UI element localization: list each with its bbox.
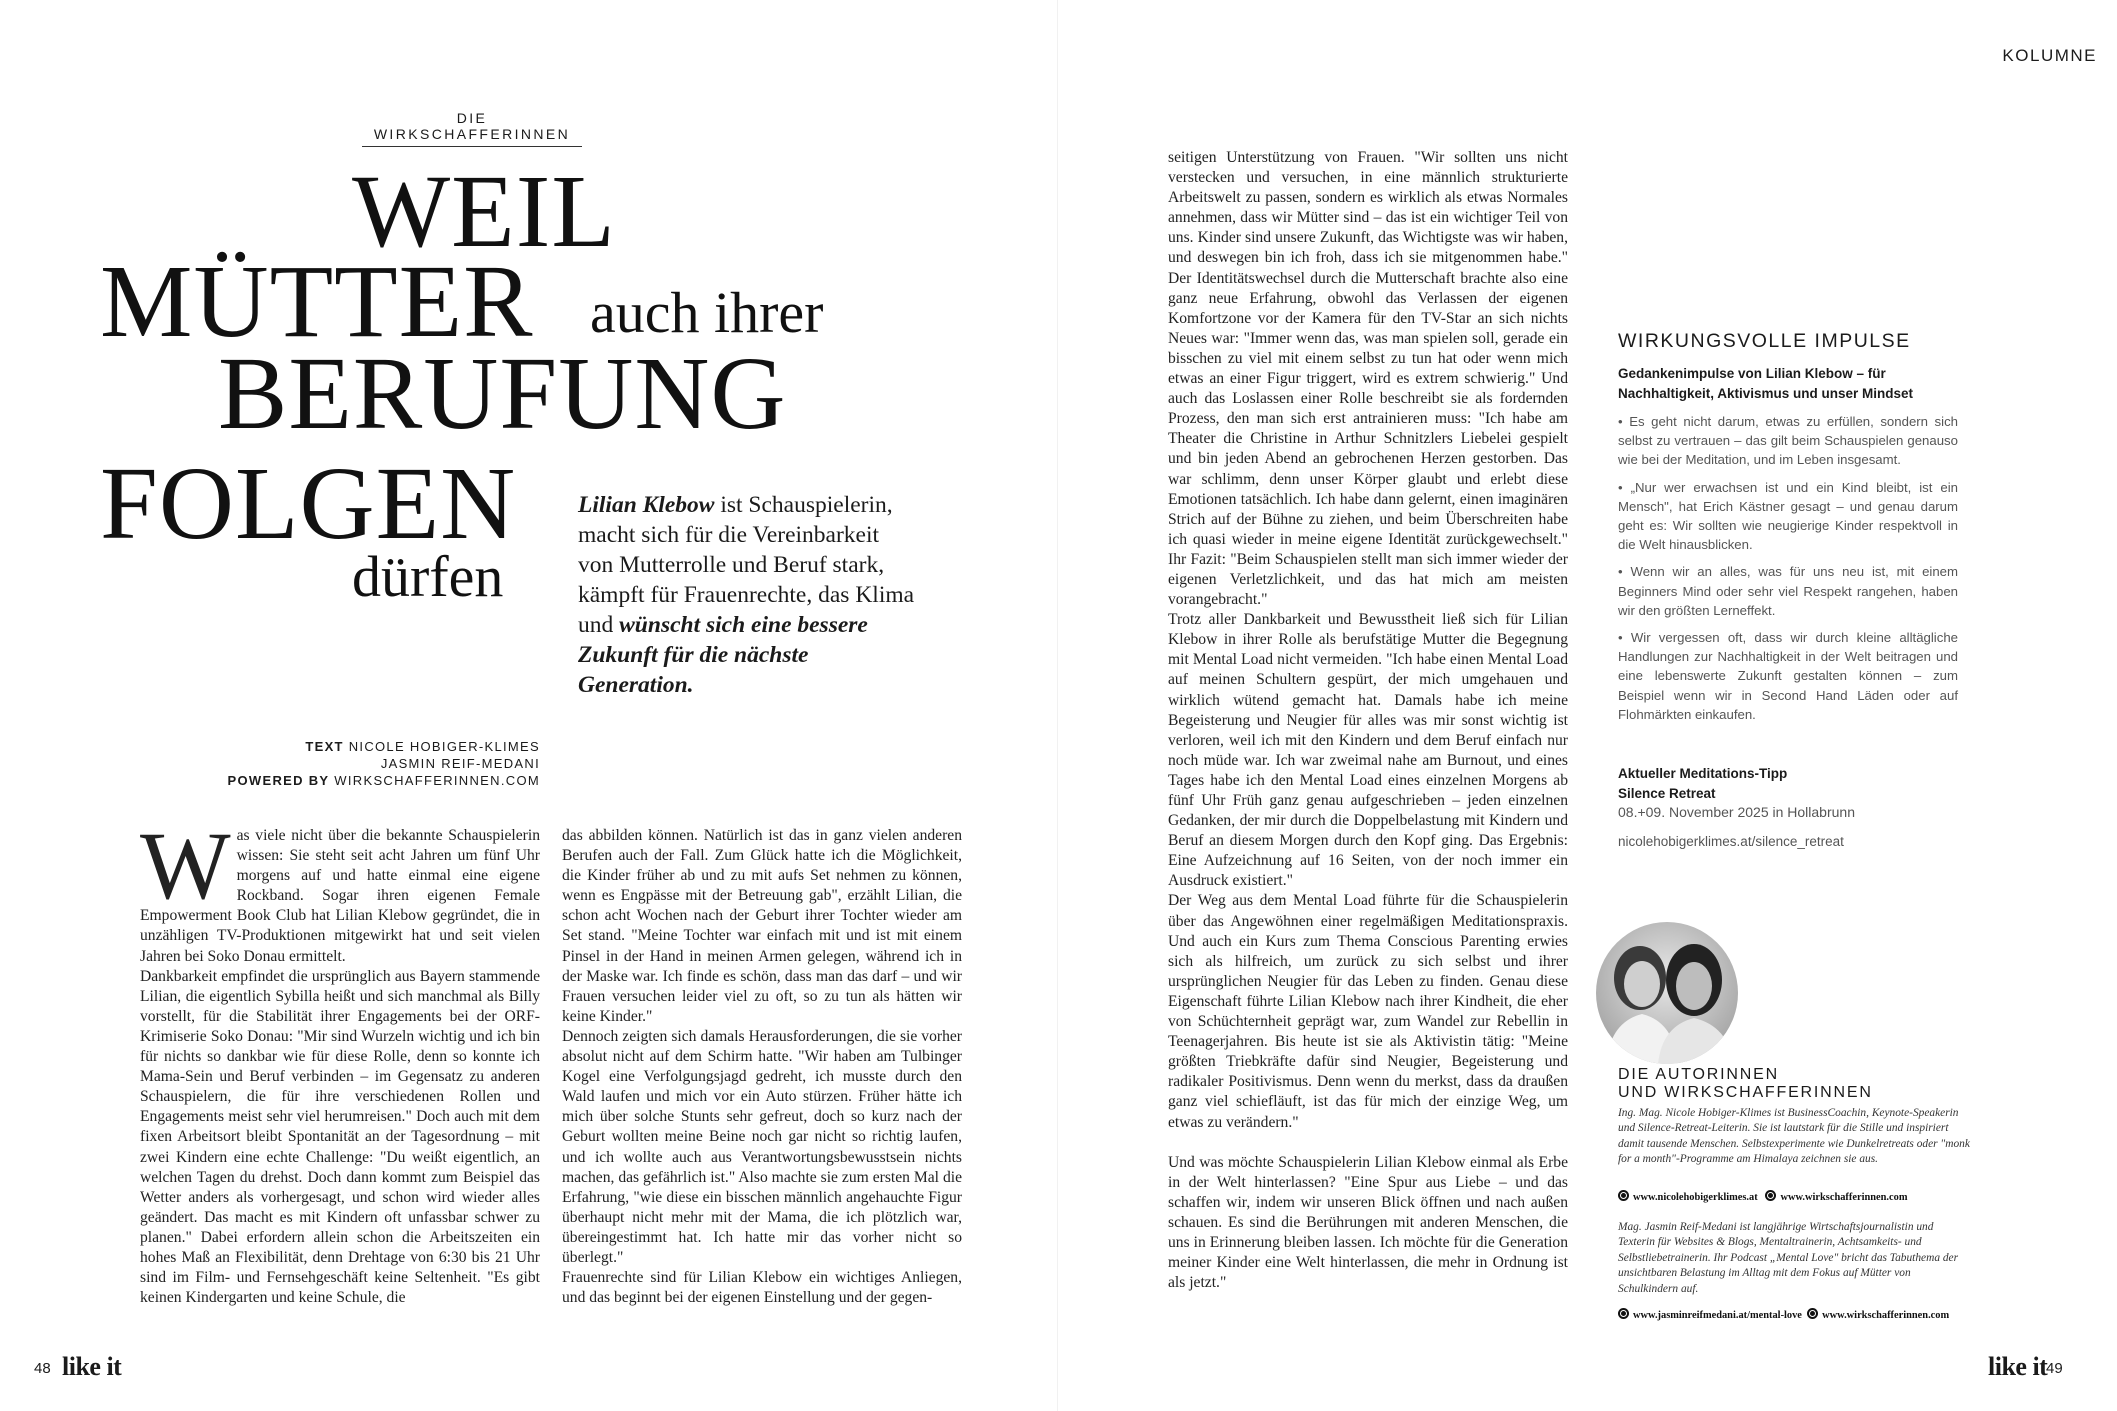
link-wirkschafferinnen[interactable]: www.wirkschafferinnen.com: [1780, 1192, 1908, 1203]
title-line-5: dürfen: [352, 544, 504, 609]
authors-title: [1618, 1066, 1878, 1102]
paragraph: Der Weg aus dem Mental Load führte für die Schauspielerin über das Angewöhnen einer regelmäßigen Meditationspraxis. Und auch ein Kurs zum Thema Conscious Parenting erwies sich als hilfreich, um zurück zu sich selbst und ihrer ursprünglichen Neugier für das Leben zu finden. Genau diese Eigenschaft führte Lilian Klebow nach ihrer Kindheit, die eher von Schüchternheit geprägt war, zum Wandel zur Rebellin in Teenagerjahren. Bis heute ist sie als Aktivistin tätig: "Meine größten Triebkräfte dafür sind Neugier, Begeisterung und radikaler Positivismus. Denn wenn du merkst, dass da draußen ganz viel schiefläuft, ist das für mich der einzige Weg, um etwas zu verändern.": [1168, 892, 1568, 1131]
meditation-name: Silence Retreat: [1618, 786, 1716, 801]
intro-text: [578, 490, 918, 700]
authors-title-line-2: UND WIRKSCHAFFERINNEN: [1618, 1084, 1873, 1101]
paragraph: das abbilden können. Natürlich ist das in ganz vielen anderen Berufen auch der Fall. Zum Glück hatte ich die Möglichkeit, die Kinder früher ab und zu mit aufs Set nehmen zu können, wenn es Engpässe mit der Betreuung gab", erzählt Lilian, die schon acht Wochen nach der Geburt ihrer Tochter wieder am Set stand. "Meine Tochter war einfach mit und ist mit einem Pinsel in der Hand in meinen Armen gelegen, während ich in der Maske war. Ich finde es schön, dass man das darf – und wir Frauen versuchen leider viel zu oft, so zu tun als hätten wir keine Kinder.": [562, 827, 962, 1025]
intro-emphasis: wünscht sich eine bessere Zukunft für die nächste Generation.: [578, 612, 868, 698]
link-wirkschafferinnen-2[interactable]: www.wirkschafferinnen.com: [1822, 1310, 1950, 1321]
author-links-2: [1618, 1308, 1949, 1321]
right-page: [1058, 0, 2117, 1411]
body-column-3: [1168, 148, 1568, 1293]
credits-author-1: NICOLE HOBIGER-KLIMES: [348, 739, 540, 754]
authors-title-line-1: DIE AUTORINNEN: [1618, 1066, 1779, 1083]
body-column-1: [140, 812, 540, 1308]
paragraph: Und was möchte Schauspielerin Lilian Klebow einmal als Erbe in der Welt hinterlassen? "Eine Spur aus Liebe – und das schaffen wir, indem wir unseren Blick öffnen und nach außen schauen. Es sind die Berührungen mit anderen Menschen, die uns in Erinnerung bleiben lassen. Ich möchte für die Generation meiner Kinder eine Welt hinterlassen, die mehr in Ordnung ist als jetzt.": [1168, 1153, 1568, 1292]
paragraph: seitigen Unterstützung von Frauen. "Wir sollten uns nicht verstecken und versuchen, in eine männlich strukturierte Arbeitswelt zu passen, sondern es wirklich als etwas Normales annehmen, dass wir Mütter sind – das ist ein wichtiger Teil von uns. Kinder sind unsere Zukunft, das Wichtigste was wir haben, und deswegen bin ich froh, dass ich sie mitgenommen habe." Der Identitätswechsel durch die Mutterschaft brachte also eine ganz neue Erfahrung, obwohl das Verlassen der eigenen Komfortzone vor der Kamera für den TV-Star an sich nichts Neues war: "Immer wenn das, was man spielen soll, gerade ein bisschen zu viel mit einem selbst zu tun hat oder wenn mich etwas an einer Figur triggert, wird es extrem schwierig." Und auch das Loslassen einer Rolle beschreibt sie als fordernden Prozess, den man sich erst antrainieren muss: "Ich habe am Theater die Christine in Arthur Schnitzlers Liebelei gespielt und bin jeden Abend an gebrochenen Herzen gestorben. Das war schlimm, denn unser Körper glaubt und erlebt diese Emotionen tatsächlich. Ich habe dann gelernt, einen imaginären Strich auf der Bühne zu ziehen, und beim Überschreiten habe ich quasi wieder in meine eigene Identität zurückgewechselt." Ihr Fazit: "Beim Schauspielen stellt man sich immer wieder der eigenen Verletzlichkeit, und das hat mich am meisten vorangebracht.": [1168, 149, 1568, 609]
credits-powered: WIRKSCHAFFERINNEN.COM: [334, 773, 540, 788]
title-line-3: BERUFUNG: [218, 336, 787, 451]
paragraph: Trotz aller Dankbarkeit und Bewusstheit ließ sich für Lilian Klebow in ihrer Rolle als berufstätige Mutter die Begegnung mit Mental Load nicht vermeiden. "Ich habe einen Mental Load auf meinen Schultern gespürt, der mich umgehauen und wirklich wütend gemacht hat. Damals habe ich meine Begeisterung und Neugier für alles was mir sonst wichtig ist verloren, weil ich mit den Kindern und dem Beruf einfach nur noch müde war. Ich war zweimal nahe am Burnout, und eines Tages habe ich den Mental Load eines einzelnen Morgens ab fünf Uhr Früh ganz genau aufgeschrieben – jeden einzelnen Gedanken, der mir durch die Doppelbelastung mit Kindern und Beruf an diesem Morgen durch den Kopf ging. Das Ergebnis: Eine Aufzeichnung auf 16 Seiten, von der noch immer ein Ausdruck existiert.": [1168, 611, 1568, 890]
paragraph: Dankbarkeit empfindet die ursprünglich aus Bayern stammende Lilian, die eigentlich Sybilla heißt und sich manchmal als Billy vorstellt, für die Stabilität ihrer Engagements bei der ORF-Krimiserie Soko Donau: "Mir sind Wurzeln wichtig und ich bin für nichts so dankbar wie für diese Rolle, denn so konnte ich Mama-Sein und Beruf verbinden – im Gegensatz zu anderen Schauspielern, die für ihre verschiedenen Rollen und Engagements meist sehr viel herumreisen." Doch auch mit dem fixen Arbeitsort bleibt Spontanität an der Tagesordnung – mit zwei Kindern eine echte Challenge: "Du weißt eigentlich, an welchen Tagen du drehst. Doch dann kommt zum Beispiel das Wetter anders als vorhergesagt, und schon wird wieder alles geändert. Das macht es mit Kindern oft unfassbar schwer zu planen." Dabei erfordern allein schon die Arbeitszeiten ein hohes Maß an Flexibilität, denn Drehtage von 6:30 bis 21 Uhr sind im Film- und Fernsehgeschäft keine Seltenheit. "Es gibt keinen Kindergarten und keine Schule, die: [140, 967, 540, 1307]
globe-icon: [1618, 1308, 1629, 1319]
meditation-label: Aktueller Meditations-Tipp: [1618, 766, 1788, 781]
list-item: • „Nur wer erwachsen ist und ein Kind bleibt, ist ein Mensch", hat Erich Kästner gesagt – und genau darum geht es: Wir sollten wie neugierige Kinder respektvoll in die Welt hinausblicken.: [1618, 478, 1958, 555]
intro-name: Lilian Klebow: [578, 492, 715, 518]
author-bio-2: Mag. Jasmin Reif-Medani ist langjährige Wirtschaftsjournalistin und Texterin für Websites & Blogs, Mentaltrainerin, Achtsamkeits- und Selbstliebetrainerin. Ihr Podcast „Mental Love" bricht das Tabuthema der unsichtbaren Belastung im Alltag mit dem Fokus auf Mütter von Schulkindern auf.: [1618, 1221, 1959, 1295]
authors-photo-illustration: [1596, 922, 1738, 1064]
magazine-logo-left: like it: [62, 1352, 122, 1381]
globe-icon: [1765, 1190, 1776, 1201]
title-line-4: FOLGEN: [100, 446, 517, 561]
body-column-2: [562, 826, 962, 1308]
page-number-right: 49: [2046, 1360, 2063, 1377]
list-item: • Es geht nicht darum, etwas zu erfüllen, sondern sich selbst zu vertrauen – das gilt beim Schauspielen genauso wie bei der Meditation, und im Leben insgesamt.: [1618, 412, 1958, 470]
credits-author-2: JASMIN REIF-MEDANI: [380, 756, 540, 771]
authors-photo: [1596, 922, 1738, 1064]
list-item: • Wir vergessen oft, dass wir durch kleine alltägliche Handlungen zur Nachhaltigkeit in der Welt beitragen und eine lebenswerte Zukunft gestalten können – zum Beispiel wenn wir in Second Hand Läden oder auf Flohmärkten einkaufen.: [1618, 628, 1958, 724]
credits: [200, 738, 540, 789]
credits-powered-label: POWERED BY: [227, 773, 330, 788]
globe-icon: [1618, 1190, 1629, 1201]
globe-icon: [1807, 1308, 1818, 1319]
link-jasmin[interactable]: www.jasminreifmedani.at/mental-love: [1633, 1310, 1802, 1321]
author-bio-1: Ing. Mag. Nicole Hobiger-Klimes ist BusinessCoachin, Keynote-Speakerin und Silence-Retreat-Leiterin. Sie ist lautstark für die Stille und inspiriert damit tausende Menschen. Selbstexperimente wie Dunkelretreats oder "monk for a month"-Programme am Himalaya zeichnen sie aus.: [1618, 1107, 1970, 1166]
page-number-left: 48: [34, 1360, 51, 1377]
meditation-tip: [1618, 764, 1958, 804]
author-links-1: [1618, 1190, 1907, 1203]
paragraph: Frauenrechte sind für Lilian Klebow ein wichtiges Anliegen, und das beginnt bei der eigenen Einstellung und der gegen-: [562, 1269, 962, 1307]
dropcap: W: [140, 812, 231, 919]
title-line-2: MÜTTER: [100, 244, 534, 359]
paragraph: Dennoch zeigten sich damals Herausforderungen, die sie vorher absolut nicht auf dem Schirm hatte. "Wir haben am Tulbinger Kogel eine Verfolgungsjagd gedreht, ich musste durch den Wald laufen und mich vor ein Auto stürzen. Früher hätte ich mich über solche Stunts sehr gefreut, doch so kurz nach der Geburt wollten meine Beine noch gar nicht so richtig laufen, und ich wollte auch aus Verantwortungsbewusstsein nichts machen, das gefährlich ist." Also machte sie zum ersten Mal die Erfahrung, "wie diese ein bisschen männlich angehauchte Figur überhaupt nicht mehr mit der Mama, die ich plötzlich war, übereingestimmt hat. Ich hatte mir das vorher nicht so überlegt.": [562, 1027, 962, 1266]
intro-body: ist Schauspielerin, macht sich für die Vereinbarkeit von Mutterrolle und Beruf stark, kämpft für Frauenrechte, das Klima und: [578, 492, 915, 638]
sidebar-title: WIRKUNGSVOLLE IMPULSE: [1618, 330, 1911, 352]
meditation-link[interactable]: nicolehobigerklimes.at/silence_retreat: [1618, 834, 1844, 849]
magazine-logo-right: like it: [1988, 1352, 2048, 1381]
kicker: DIE WIRKSCHAFFERINNEN: [362, 110, 582, 147]
list-item: • Wenn wir an alles, was für uns neu ist, mit einem Beginners Mind oder sehr viel Respekt rangehen, haben wir den größten Lerneffekt.: [1618, 562, 1958, 620]
link-nicole[interactable]: www.nicolehobigerklimes.at: [1633, 1192, 1758, 1203]
section-label: KOLUMNE: [2002, 46, 2097, 65]
paragraph: as viele nicht über die bekannte Schauspielerin wissen: Sie steht seit acht Jahren um fünf Uhr morgens auf und hatte einmal eine eigene Rockband. Sogar ihren eigenen Female Empowerment Book Club hat Lilian Klebow gegründet, die in unzähligen TV-Produktionen mitgewirkt hat und seit vielen Jahren bei Soko Donau ermittelt.: [140, 827, 540, 965]
sidebar-subtitle: Gedankenimpulse von Lilian Klebow – für Nachhaltigkeit, Aktivismus und unser Mindset: [1618, 366, 1914, 401]
sidebar-list: [1618, 412, 1958, 732]
title-line-1: WEIL: [352, 154, 616, 269]
meditation-date: 08.+09. November 2025 in Hollabrunn: [1618, 804, 1855, 820]
credits-text-label: TEXT: [305, 739, 344, 754]
left-page: [0, 0, 1058, 1411]
title-line-2-small: auch ihrer: [590, 280, 824, 345]
